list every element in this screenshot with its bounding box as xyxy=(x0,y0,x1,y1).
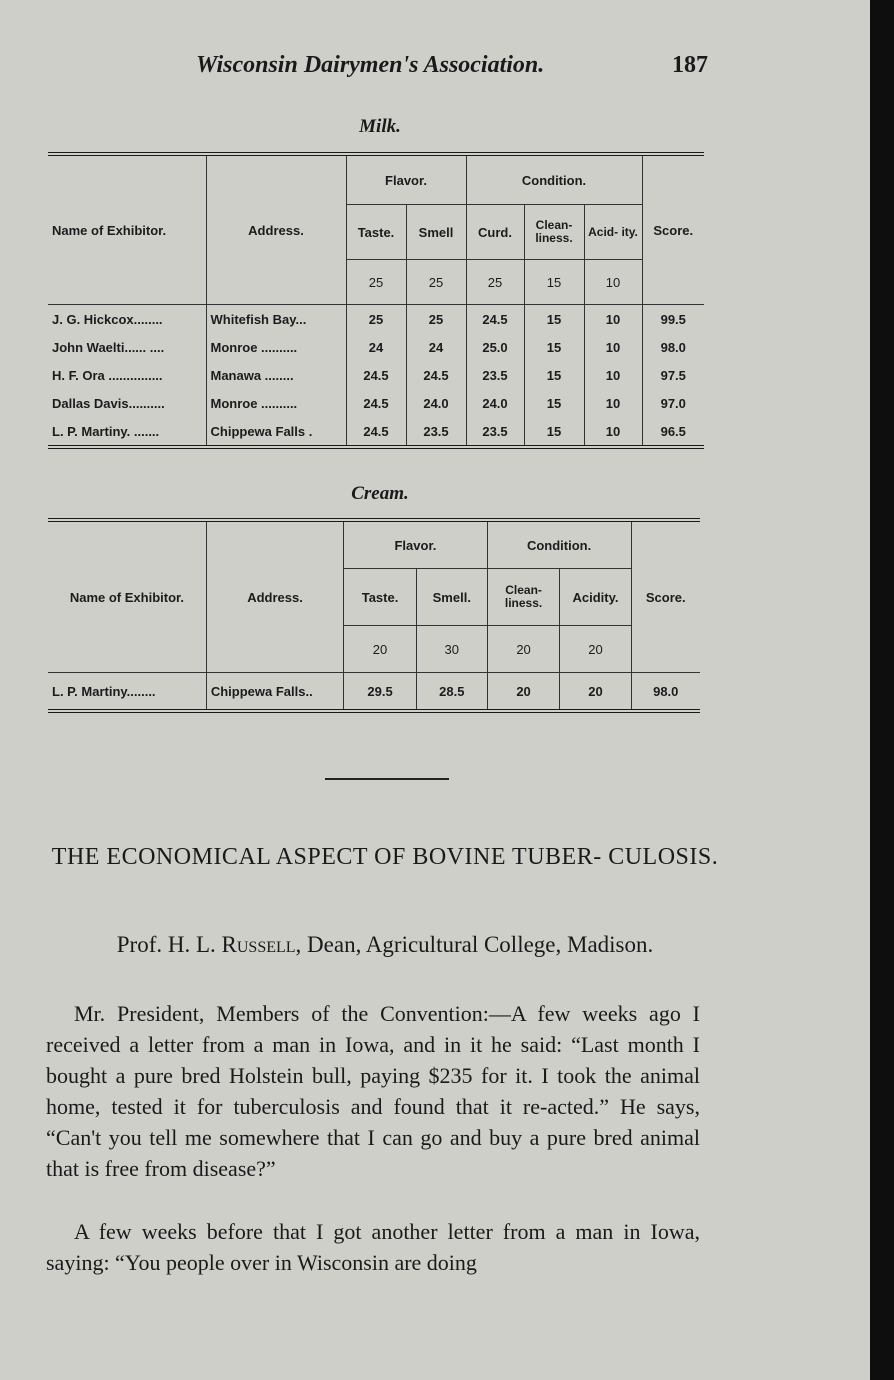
milk-col-score: Score. xyxy=(642,154,704,305)
cream-max-smell: 30 xyxy=(416,626,487,673)
cleanliness-value: 15 xyxy=(524,333,584,361)
article-title: THE ECONOMICAL ASPECT OF BOVINE TUBER- CULOSIS. xyxy=(51,844,719,870)
byline-prefix: Prof. H. L. xyxy=(116,932,222,957)
smell-value: 23.5 xyxy=(406,417,466,447)
cream-col-score: Score. xyxy=(631,520,700,673)
cream-sub-smell: Smell. xyxy=(416,569,487,626)
exhibitor-name: L. P. Martiny........ xyxy=(48,673,206,711)
exhibitor-address: Manawa ........ xyxy=(206,361,346,389)
taste-value: 25 xyxy=(346,305,406,333)
score-value: 99.5 xyxy=(660,311,686,327)
paragraph: Mr. President, Members of the Convention:—A few weeks ago I received a letter from a man in Iowa, and in it he said: “Last month I bought a pure bred Holstein bull, paying $235 for it. I took the animal home, tested it for tuberculosis and found that it re-acted.” He says, “Can't you tell me somewhere that I can go and buy a pure bred animal that is free from disease?” xyxy=(46,1001,700,1181)
table-row xyxy=(48,333,704,361)
milk-max-smell: 25 xyxy=(406,260,466,305)
cream-col-name: Name of Exhibitor. xyxy=(48,520,206,673)
milk-sub-taste: Taste. xyxy=(346,205,406,260)
exhibitor-name: John Waelti...... .... xyxy=(48,333,206,361)
milk-table-title: Milk. xyxy=(359,116,401,137)
taste-value: 29.5 xyxy=(344,673,417,711)
smell-value: 28.5 xyxy=(416,673,487,711)
page-number: 187 xyxy=(672,52,708,78)
section-divider xyxy=(325,778,449,780)
curd-value: 24.5 xyxy=(466,305,524,333)
milk-max-cleanliness: 15 xyxy=(524,260,584,305)
table-row xyxy=(48,417,704,447)
score-value: 96.5 xyxy=(660,423,686,439)
taste-value: 24.5 xyxy=(346,389,406,417)
smell-value: 24.5 xyxy=(406,361,466,389)
smell-value: 24 xyxy=(406,333,466,361)
byline xyxy=(40,932,730,958)
milk-max-taste: 25 xyxy=(346,260,406,305)
milk-table xyxy=(48,152,704,449)
taste-value: 24.5 xyxy=(346,417,406,447)
score-value: 98.0 xyxy=(660,339,686,355)
curd-value: 25.0 xyxy=(466,333,524,361)
cream-max-cleanliness: 20 xyxy=(487,626,560,673)
cream-max-taste: 20 xyxy=(344,626,417,673)
cream-table xyxy=(48,518,700,713)
milk-sub-curd: Curd. xyxy=(466,205,524,260)
cleanliness-value: 15 xyxy=(524,417,584,447)
exhibitor-name: J. G. Hickcox........ xyxy=(48,305,206,333)
cream-table-title: Cream. xyxy=(351,483,409,504)
cleanliness-value: 15 xyxy=(524,361,584,389)
cream-sub-taste: Taste. xyxy=(344,569,417,626)
curd-value: 24.0 xyxy=(466,389,524,417)
milk-sub-smell: Smell xyxy=(406,205,466,260)
score-value: 97.0 xyxy=(660,395,686,411)
taste-value: 24 xyxy=(346,333,406,361)
cream-sub-acidity: Acidity. xyxy=(560,569,631,626)
milk-sub-cleanliness: Clean- liness. xyxy=(524,205,584,260)
cleanliness-value: 15 xyxy=(524,305,584,333)
table-row xyxy=(48,389,704,417)
score-value: 98.0 xyxy=(653,683,679,699)
milk-group-condition: Condition. xyxy=(466,154,642,205)
running-title: Wisconsin Dairymen's Association. xyxy=(196,52,545,78)
book-spine xyxy=(870,0,894,1380)
exhibitor-name: H. F. Ora ............... xyxy=(48,361,206,389)
exhibitor-address: Whitefish Bay... xyxy=(206,305,346,333)
acidity-value: 10 xyxy=(584,333,642,361)
cream-max-acidity: 20 xyxy=(560,626,631,673)
acidity-value: 10 xyxy=(584,305,642,333)
table-row xyxy=(48,361,704,389)
byline-name: Russell xyxy=(221,932,296,957)
milk-sub-acidity: Acid- ity. xyxy=(584,205,642,260)
exhibitor-address: Monroe .......... xyxy=(206,389,346,417)
acidity-value: 20 xyxy=(560,673,631,711)
exhibitor-address: Chippewa Falls.. xyxy=(206,673,343,711)
cleanliness-value: 20 xyxy=(487,673,560,711)
smell-value: 24.0 xyxy=(406,389,466,417)
acidity-value: 10 xyxy=(584,417,642,447)
taste-value: 24.5 xyxy=(346,361,406,389)
smell-value: 25 xyxy=(406,305,466,333)
curd-value: 23.5 xyxy=(466,417,524,447)
cream-col-address: Address. xyxy=(206,520,343,673)
cream-sub-cleanliness: Clean- liness. xyxy=(487,569,560,626)
table-row xyxy=(48,673,700,711)
exhibitor-address: Monroe .......... xyxy=(206,333,346,361)
milk-max-acidity: 10 xyxy=(584,260,642,305)
score-value: 97.5 xyxy=(660,367,686,383)
curd-value: 23.5 xyxy=(466,361,524,389)
milk-col-name: Name of Exhibitor. xyxy=(48,154,206,305)
acidity-value: 10 xyxy=(584,389,642,417)
milk-max-curd: 25 xyxy=(466,260,524,305)
milk-group-flavor: Flavor. xyxy=(346,154,466,205)
acidity-value: 10 xyxy=(584,361,642,389)
byline-suffix: , Dean, Agricultural College, Madison. xyxy=(295,932,654,957)
cleanliness-value: 15 xyxy=(524,389,584,417)
paragraph: A few weeks before that I got another letter from a man in Iowa, saying: “You people over in Wisconsin are doing xyxy=(46,1219,700,1275)
milk-col-address: Address. xyxy=(206,154,346,305)
exhibitor-name: Dallas Davis.......... xyxy=(48,389,206,417)
exhibitor-name: L. P. Martiny. ....... xyxy=(48,417,206,447)
cream-group-condition: Condition. xyxy=(487,520,631,569)
table-row xyxy=(48,305,704,333)
cream-group-flavor: Flavor. xyxy=(344,520,488,569)
exhibitor-address: Chippewa Falls . xyxy=(206,417,346,447)
